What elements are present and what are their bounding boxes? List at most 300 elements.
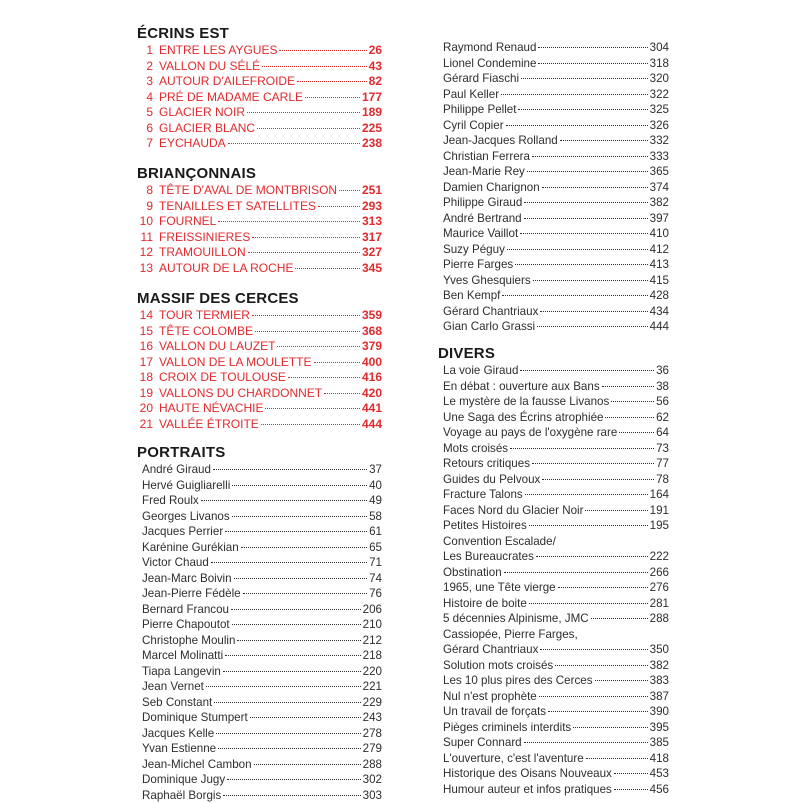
entry-title: Philippe Giraud xyxy=(443,195,522,211)
dot-leader xyxy=(614,773,648,774)
entry-title: Jean-Michel Cambon xyxy=(142,757,252,773)
dot-leader xyxy=(223,795,360,796)
toc-entry xyxy=(438,580,669,596)
dot-leader xyxy=(573,727,647,728)
toc-list xyxy=(438,549,669,627)
toc-list xyxy=(137,462,382,803)
entry-page-number: 350 xyxy=(650,642,669,658)
toc-entry xyxy=(438,472,669,488)
toc-entry xyxy=(438,257,669,273)
dot-leader xyxy=(529,525,648,526)
dot-leader xyxy=(234,578,368,579)
toc-entry xyxy=(137,493,382,509)
entry-number: 14 xyxy=(137,308,159,324)
entry-title: VALLON DE LA MOULETTE xyxy=(159,355,312,371)
toc-entry xyxy=(438,226,669,242)
entry-number: 11 xyxy=(137,230,159,246)
dot-leader xyxy=(231,609,361,610)
entry-page-number: 74 xyxy=(369,571,382,587)
toc-entry xyxy=(137,478,382,494)
entry-page-number: 387 xyxy=(650,689,669,705)
dot-leader xyxy=(305,97,360,98)
toc-entry xyxy=(137,417,382,433)
toc-entry xyxy=(438,720,669,736)
entry-title: Dominique Jugy xyxy=(142,772,225,788)
entry-page-number: 279 xyxy=(363,741,382,757)
entry-page-number: 195 xyxy=(650,518,669,534)
toc-entry xyxy=(438,56,669,72)
toc-entry xyxy=(137,308,382,324)
entry-title: FOURNEL xyxy=(159,214,216,230)
entry-title: TRAMOUILLON xyxy=(159,245,246,261)
entry-page-number: 420 xyxy=(362,386,382,402)
entry-title: Pierre Chapoutot xyxy=(142,617,230,633)
dot-leader xyxy=(533,280,648,281)
toc-entry xyxy=(137,509,382,525)
toc-entry xyxy=(137,183,382,199)
entry-number: 1 xyxy=(137,43,159,59)
entry-number: 13 xyxy=(137,261,159,277)
toc-entry xyxy=(438,503,669,519)
entry-title: Jean-Jacques Rolland xyxy=(443,133,558,149)
entry-page-number: 78 xyxy=(656,472,669,488)
entry-page-number: 206 xyxy=(363,602,382,618)
entry-number: 12 xyxy=(137,245,159,261)
entry-page-number: 428 xyxy=(650,288,669,304)
section-title: BRIANÇONNAIS xyxy=(137,165,382,183)
entry-number: 17 xyxy=(137,355,159,371)
dot-leader xyxy=(225,655,360,656)
toc-entry xyxy=(137,74,382,90)
entry-page-number: 225 xyxy=(362,121,382,137)
toc-entry xyxy=(137,695,382,711)
toc-entry xyxy=(438,456,669,472)
entry-title: Philippe Pellet xyxy=(443,102,516,118)
entry-title: VALLONS DU CHARDONNET xyxy=(159,386,322,402)
dot-leader xyxy=(529,603,648,604)
toc-entry xyxy=(438,195,669,211)
dot-leader xyxy=(213,469,367,470)
entry-page-number: 390 xyxy=(650,704,669,720)
dot-leader xyxy=(542,479,654,480)
entry-title: Jean-Marie Rey xyxy=(443,164,525,180)
entry-page-number: 317 xyxy=(362,230,382,246)
dot-leader xyxy=(605,417,654,418)
dot-leader xyxy=(228,143,360,144)
entry-page-number: 288 xyxy=(650,611,669,627)
section-portraits xyxy=(137,444,382,803)
entry-page-number: 40 xyxy=(369,478,382,494)
entry-page-number: 56 xyxy=(656,394,669,410)
entry-title: Super Connard xyxy=(443,735,522,751)
entry-page-number: 62 xyxy=(656,410,669,426)
entry-page-number: 304 xyxy=(650,40,669,56)
entry-page-number: 164 xyxy=(650,487,669,503)
toc-entry xyxy=(438,549,669,565)
entry-title: Jean-Marc Boivin xyxy=(142,571,232,587)
entry-page-number: 410 xyxy=(650,226,669,242)
entry-title: Jacques Perrier xyxy=(142,524,223,540)
entry-title: TOUR TERMIER xyxy=(159,308,250,324)
dot-leader xyxy=(501,94,648,95)
toc-entry xyxy=(137,230,382,246)
entry-page-number: 64 xyxy=(656,425,669,441)
toc-entry xyxy=(137,710,382,726)
entry-title: Nul n'est prophète xyxy=(443,689,537,705)
entry-page-number: 221 xyxy=(363,679,382,695)
dot-leader xyxy=(227,779,361,780)
entry-number: 21 xyxy=(137,417,159,433)
toc-entry xyxy=(438,487,669,503)
entry-page-number: 212 xyxy=(363,633,382,649)
entry-page-number: 26 xyxy=(369,43,382,59)
entry-page-number: 266 xyxy=(650,565,669,581)
toc-entry xyxy=(137,571,382,587)
entry-title: TÊTE D'AVAL DE MONTBRISON xyxy=(159,183,337,199)
entry-page-number: 327 xyxy=(362,245,382,261)
entry-page-number: 243 xyxy=(363,710,382,726)
dot-leader xyxy=(506,125,648,126)
entry-number: 20 xyxy=(137,401,159,417)
entry-page-number: 313 xyxy=(362,214,382,230)
toc-entry xyxy=(438,102,669,118)
entry-page-number: 303 xyxy=(363,788,382,803)
entry-page-number: 412 xyxy=(650,242,669,258)
toc-entry xyxy=(137,586,382,602)
dot-leader xyxy=(252,237,360,238)
toc-entry xyxy=(137,462,382,478)
entry-number: 7 xyxy=(137,136,159,152)
dot-leader xyxy=(525,494,648,495)
toc-list xyxy=(438,642,669,797)
dot-leader xyxy=(521,78,648,79)
toc-entry xyxy=(438,596,669,612)
toc-entry xyxy=(137,370,382,386)
entry-page-number: 413 xyxy=(650,257,669,273)
entry-page-number: 395 xyxy=(650,720,669,736)
entry-title: GLACIER BLANC xyxy=(159,121,255,137)
entry-title: Jacques Kelle xyxy=(142,726,214,742)
dot-leader xyxy=(232,624,361,625)
entry-page-number: 365 xyxy=(650,164,669,180)
entry-page-number: 397 xyxy=(650,211,669,227)
toc-entry xyxy=(438,642,669,658)
entry-page-number: 345 xyxy=(362,261,382,277)
toc-entry xyxy=(137,664,382,680)
entry-page-number: 318 xyxy=(650,56,669,72)
dot-leader xyxy=(254,764,361,765)
dot-leader xyxy=(218,748,361,749)
entry-title: Suzy Péguy xyxy=(443,242,505,258)
entry-title: AUTOUR DE LA ROCHE xyxy=(159,261,293,277)
toc-entry xyxy=(137,726,382,742)
dot-leader xyxy=(314,362,360,363)
entry-number: 15 xyxy=(137,324,159,340)
toc-entry xyxy=(438,394,669,410)
entry-page-number: 325 xyxy=(650,102,669,118)
entry-title: Gérard Chantriaux xyxy=(443,304,538,320)
toc-entry xyxy=(137,602,382,618)
dot-leader xyxy=(206,686,361,687)
toc-entry xyxy=(438,379,669,395)
toc-entry xyxy=(438,673,669,689)
entry-page-number: 382 xyxy=(650,195,669,211)
dot-leader xyxy=(611,401,654,402)
entry-title: GLACIER NOIR xyxy=(159,105,245,121)
toc-entry xyxy=(438,410,669,426)
entry-title: Guides du Pelvoux xyxy=(443,472,540,488)
toc-entry xyxy=(137,617,382,633)
toc-entry xyxy=(438,149,669,165)
toc-entry-first-line: Cassiopée, Pierre Farges, xyxy=(438,627,669,643)
dot-leader xyxy=(538,63,647,64)
section-portraits-continued xyxy=(438,40,669,335)
dot-leader xyxy=(243,593,367,594)
toc-list xyxy=(438,40,669,335)
entry-page-number: 400 xyxy=(362,355,382,371)
toc-entry xyxy=(438,211,669,227)
toc-entry xyxy=(438,611,669,627)
entry-title: Raphaël Borgis xyxy=(142,788,221,803)
dot-leader xyxy=(232,485,367,486)
entry-title: Ben Kempf xyxy=(443,288,500,304)
entry-page-number: 379 xyxy=(362,339,382,355)
section-title: ÉCRINS EST xyxy=(137,25,382,43)
entry-title: VALLON DU LAUZET xyxy=(159,339,275,355)
entry-page-number: 456 xyxy=(650,782,669,798)
toc-entry xyxy=(438,735,669,751)
entry-number: 5 xyxy=(137,105,159,121)
dot-leader xyxy=(591,618,648,619)
dot-leader xyxy=(324,393,360,394)
section-title: PORTRAITS xyxy=(137,444,382,462)
dot-leader xyxy=(237,640,360,641)
entry-page-number: 332 xyxy=(650,133,669,149)
entry-title: CROIX DE TOULOUSE xyxy=(159,370,286,386)
dot-leader xyxy=(524,742,648,743)
dot-leader xyxy=(288,377,360,378)
entry-title: Yvan Estienne xyxy=(142,741,216,757)
entry-page-number: 441 xyxy=(362,401,382,417)
toc-entry xyxy=(137,90,382,106)
toc-entry xyxy=(137,355,382,371)
entry-title: Tiapa Langevin xyxy=(142,664,221,680)
toc-entry xyxy=(137,43,382,59)
entry-page-number: 374 xyxy=(650,180,669,196)
toc-entry xyxy=(438,288,669,304)
entry-title: Cyril Copier xyxy=(443,118,504,134)
entry-number: 6 xyxy=(137,121,159,137)
toc-entry xyxy=(438,766,669,782)
entry-title: Le mystère de la fausse Livanos xyxy=(443,394,609,410)
toc-entry xyxy=(137,648,382,664)
entry-title: 1965, une Tête vierge xyxy=(443,580,556,596)
dot-leader xyxy=(532,156,648,157)
dot-leader xyxy=(524,218,648,219)
entry-title: Maurice Vaillot xyxy=(443,226,518,242)
entry-title: Lionel Condemine xyxy=(443,56,536,72)
entry-page-number: 222 xyxy=(650,549,669,565)
entry-number: 8 xyxy=(137,183,159,199)
entry-page-number: 302 xyxy=(363,772,382,788)
dot-leader xyxy=(261,424,360,425)
entry-title: Retours critiques xyxy=(443,456,530,472)
toc-entry xyxy=(438,180,669,196)
entry-title: Seb Constant xyxy=(142,695,212,711)
dot-leader xyxy=(532,463,654,464)
toc-entry xyxy=(137,772,382,788)
toc-entry xyxy=(137,540,382,556)
entry-title: TÊTE COLOMBE xyxy=(159,324,253,340)
entry-title: Faces Nord du Glacier Noir xyxy=(443,503,583,519)
entry-page-number: 189 xyxy=(362,105,382,121)
toc-list xyxy=(137,183,382,276)
entry-title: Dominique Stumpert xyxy=(142,710,248,726)
dot-leader xyxy=(241,547,367,548)
entry-page-number: 210 xyxy=(363,617,382,633)
entry-title: Gérard Fiaschi xyxy=(443,71,519,87)
entry-page-number: 278 xyxy=(363,726,382,742)
toc-entry xyxy=(137,633,382,649)
entry-title: Christophe Moulin xyxy=(142,633,235,649)
entry-number: 19 xyxy=(137,386,159,402)
entry-page-number: 61 xyxy=(369,524,382,540)
toc-entry xyxy=(438,518,669,534)
dot-leader xyxy=(214,702,360,703)
entry-page-number: 36 xyxy=(656,363,669,379)
entry-page-number: 415 xyxy=(650,273,669,289)
entry-title: Pièges criminels interdits xyxy=(443,720,571,736)
dot-leader xyxy=(201,500,367,501)
section-divers xyxy=(438,345,669,797)
entry-title: La voie Giraud xyxy=(443,363,518,379)
dot-leader xyxy=(542,187,648,188)
dot-leader xyxy=(524,202,647,203)
toc-entry xyxy=(438,363,669,379)
dot-leader xyxy=(515,264,647,265)
entry-page-number: 71 xyxy=(369,555,382,571)
toc-list xyxy=(438,363,669,534)
entry-title: Bernard Francou xyxy=(142,602,229,618)
entry-page-number: 368 xyxy=(362,324,382,340)
toc-entry xyxy=(137,524,382,540)
toc-entry xyxy=(137,245,382,261)
entry-title: Fred Roulx xyxy=(142,493,199,509)
toc-entry xyxy=(438,71,669,87)
dot-leader xyxy=(297,81,367,82)
entry-title: Solution mots croisés xyxy=(443,658,553,674)
entry-page-number: 320 xyxy=(650,71,669,87)
toc-entry xyxy=(137,214,382,230)
entry-page-number: 177 xyxy=(362,90,382,106)
entry-title: EYCHAUDA xyxy=(159,136,226,152)
toc-entry xyxy=(438,118,669,134)
entry-page-number: 382 xyxy=(650,658,669,674)
entry-number: 2 xyxy=(137,59,159,75)
entry-page-number: 434 xyxy=(650,304,669,320)
dot-leader xyxy=(614,789,648,790)
toc-entry xyxy=(438,273,669,289)
toc-entry xyxy=(438,425,669,441)
entry-title: Georges Livanos xyxy=(142,509,230,525)
entry-page-number: 82 xyxy=(369,74,382,90)
toc-entry xyxy=(438,565,669,581)
dot-leader xyxy=(520,370,654,371)
entry-title: Paul Keller xyxy=(443,87,499,103)
toc-entry xyxy=(137,121,382,137)
dot-leader xyxy=(504,572,648,573)
entry-page-number: 58 xyxy=(369,509,382,525)
toc-list xyxy=(137,308,382,432)
entry-page-number: 288 xyxy=(363,757,382,773)
entry-title: En débat : ouverture aux Bans xyxy=(443,379,600,395)
dot-leader xyxy=(585,510,647,511)
entry-title: TENAILLES ET SATELLITES xyxy=(159,199,316,215)
dot-leader xyxy=(255,331,360,332)
entry-title: Pierre Farges xyxy=(443,257,513,273)
entry-number: 4 xyxy=(137,90,159,106)
entry-page-number: 37 xyxy=(369,462,382,478)
entry-page-number: 322 xyxy=(650,87,669,103)
entry-page-number: 444 xyxy=(362,417,382,433)
entry-title: Hervé Guigliarelli xyxy=(142,478,230,494)
toc-entry xyxy=(137,261,382,277)
entry-page-number: 43 xyxy=(369,59,382,75)
entry-title: AUTOUR D'AILEFROIDE xyxy=(159,74,295,90)
entry-number: 18 xyxy=(137,370,159,386)
section-brianconnais xyxy=(137,165,382,276)
entry-title: Victor Chaud xyxy=(142,555,209,571)
dot-leader xyxy=(265,408,360,409)
dot-leader xyxy=(247,112,360,113)
entry-page-number: 38 xyxy=(656,379,669,395)
dot-leader xyxy=(538,47,647,48)
dot-leader xyxy=(540,649,647,650)
toc-entry xyxy=(438,242,669,258)
entry-page-number: 191 xyxy=(650,503,669,519)
toc-entry xyxy=(438,133,669,149)
toc-list xyxy=(137,43,382,152)
entry-number: 16 xyxy=(137,339,159,355)
dot-leader xyxy=(558,587,648,588)
entry-title: André Bertrand xyxy=(443,211,522,227)
entry-page-number: 453 xyxy=(650,766,669,782)
dot-leader xyxy=(250,717,361,718)
dot-leader xyxy=(318,206,360,207)
dot-leader xyxy=(295,268,359,269)
dot-leader xyxy=(279,50,366,51)
entry-page-number: 385 xyxy=(650,735,669,751)
toc-entry xyxy=(438,441,669,457)
dot-leader xyxy=(257,128,360,129)
section-ecrins-est xyxy=(137,25,382,152)
toc-entry xyxy=(438,689,669,705)
dot-leader xyxy=(555,665,647,666)
toc-entry xyxy=(438,319,669,335)
entry-page-number: 76 xyxy=(369,586,382,602)
toc-entry xyxy=(137,757,382,773)
entry-title: HAUTE NÉVACHIE xyxy=(159,401,263,417)
entry-title: FREISSINIERES xyxy=(159,230,250,246)
entry-title: Les Bureaucrates xyxy=(443,549,534,565)
entry-title: 5 décennies Alpinisme, JMC xyxy=(443,611,589,627)
entry-title: Un travail de forçats xyxy=(443,704,546,720)
section-title: MASSIF DES CERCES xyxy=(137,290,382,308)
entry-page-number: 444 xyxy=(650,319,669,335)
toc-entry xyxy=(137,324,382,340)
dot-leader xyxy=(539,696,648,697)
entry-page-number: 65 xyxy=(369,540,382,556)
